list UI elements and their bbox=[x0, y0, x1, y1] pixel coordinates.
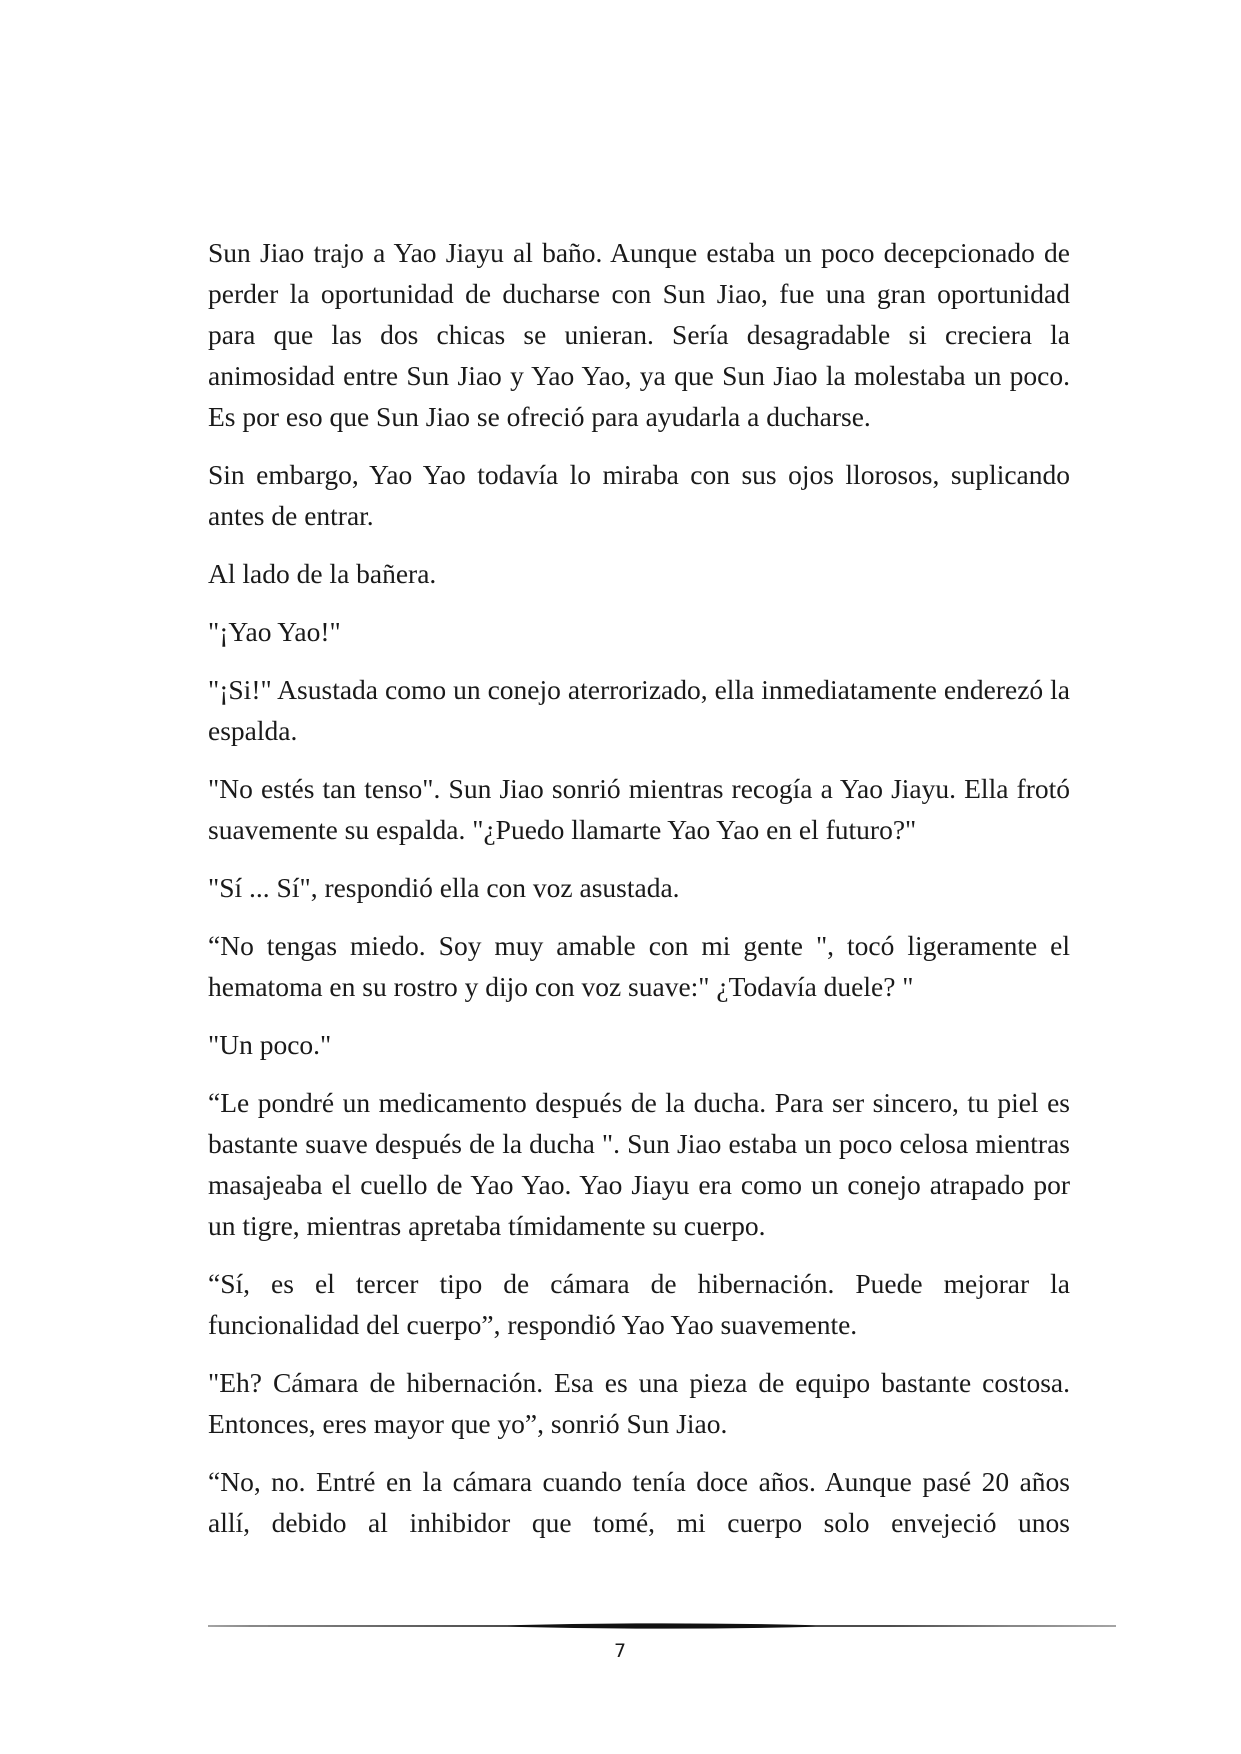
paragraph-5: "¡Si!" Asustada como un conejo aterrorizado, ella inmediatamente enderezó la espalda. bbox=[208, 674, 1070, 746]
paragraph-11: “Sí, es el tercer tipo de cámara de hibernación. Puede mejorar la funcionalidad del cuerpo”, respondió Yao Yao suavemente. bbox=[208, 1268, 1070, 1340]
paragraph-13: “No, no. Entré en la cámara cuando tenía doce años. Aunque pasé 20 años allí, debido al inhibidor que tomé, mi cuerpo solo envejeció unos bbox=[208, 1466, 1070, 1538]
paragraph-3: Al lado de la bañera. bbox=[208, 558, 437, 589]
paragraph-6: "No estés tan tenso". Sun Jiao sonrió mientras recogía a Yao Jiayu. Ella frotó suavemente su espalda. "¿Puedo llamarte Yao Yao en el futuro?" bbox=[208, 773, 1070, 845]
paragraph-8: “No tengas miedo. Soy muy amable con mi gente ", tocó ligeramente el hematoma en su rostro y dijo con voz suave:" ¿Todavía duele? " bbox=[208, 930, 1070, 1002]
paragraph-2: Sin embargo, Yao Yao todavía lo miraba con sus ojos llorosos, suplicando antes de entrar. bbox=[208, 459, 1070, 531]
footer-divider bbox=[208, 1622, 1116, 1630]
paragraph-10: “Le pondré un medicamento después de la ducha. Para ser sincero, tu piel es bastante suave después de la ducha ". Sun Jiao estaba un poco celosa mientras masajeaba el cuello de Yao Yao. Yao Jiayu era como un conejo atrapado por un tigre, mientras apretaba tímidamente su cuerpo. bbox=[208, 1087, 1070, 1241]
paragraph-12: "Eh? Cámara de hibernación. Esa es una pieza de equipo bastante costosa. Entonces, eres mayor que yo”, sonrió Sun Jiao. bbox=[208, 1367, 1070, 1439]
paragraph-9: "Un poco." bbox=[208, 1029, 332, 1060]
body-text bbox=[208, 232, 1070, 1560]
paragraph-1: Sun Jiao trajo a Yao Jiayu al baño. Aunque estaba un poco decepcionado de perder la oportunidad de ducharse con Sun Jiao, fue una gran oportunidad para que las dos chicas se unieran. Sería desagradable si creciera la animosidad entre Sun Jiao y Yao Yao, ya que Sun Jiao la molestaba un poco. Es por eso que Sun Jiao se ofreció para ayudarla a ducharse. bbox=[208, 237, 1070, 432]
page-number: 7 bbox=[613, 1640, 627, 1662]
paragraph-7: "Sí ... Sí", respondió ella con voz asustada. bbox=[208, 872, 680, 903]
paragraph-4: "¡Yao Yao!" bbox=[208, 616, 341, 647]
